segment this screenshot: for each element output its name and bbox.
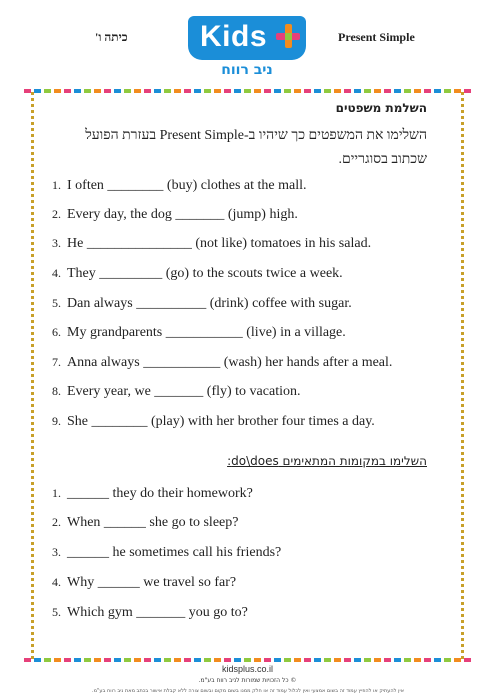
exercise-item: 1. ______ they do their homework?: [52, 486, 253, 501]
section1-title: השלמת משפטים: [335, 101, 427, 115]
bottom-dashed-border: [24, 658, 472, 662]
exercise-item: 1. I often ________ (buy) clothes at the mall.: [52, 178, 307, 193]
exercise-item: 3. ______ he sometimes call his friends?: [52, 545, 282, 560]
exercise-item: 9. She ________ (play) with her brother four times a day.: [52, 414, 375, 429]
footer-legal: אין להעתיק או להפיץ עמוד זה בשום אמצעי ואין לכלול עמוד זה או חלק ממנו בשום מקום ובשום צורה ללא קבלת אישור בכתב מאת ניב רווח בע"מ.: [92, 688, 404, 694]
exercise-item: 4. They _________ (go) to the scouts twice a week.: [52, 266, 343, 281]
exercise-item: 2. When ______ she go to sleep?: [52, 515, 239, 530]
logo-text: Kids: [200, 20, 268, 53]
exercise-item: 5. Dan always __________ (drink) coffee with sugar.: [52, 296, 352, 311]
footer-copyright: © כל הזכויות שמורות לניב רווח בע"מ.: [198, 677, 297, 684]
exercise-item: 6. My grandparents ___________ (live) in a village.: [52, 325, 346, 340]
kids-plus-logo: [188, 16, 306, 80]
exercise-item: 4. Why ______ we travel so far?: [52, 575, 237, 590]
grade-label: כיתה ו': [95, 30, 128, 44]
topic-label: Present Simple: [338, 30, 415, 44]
exercise-item: 7. Anna always ___________ (wash) her hands after a meal.: [52, 355, 393, 370]
plus-icon: [276, 24, 300, 48]
exercise-item: 2. Every day, the dog _______ (jump) high.: [52, 207, 298, 222]
exercise-item: 5. Which gym _______ you go to?: [52, 605, 248, 620]
footer-url[interactable]: kidsplus.co.il: [221, 664, 274, 674]
exercise-item: 8. Every year, we _______ (fly) to vacation.: [52, 384, 301, 399]
exercise-item: 3. He _______________ (not like) tomatoes in his salad.: [52, 236, 372, 251]
section1-instruction: השלימו את המשפטים כך שיהיו ב-Present Simple בעזרת הפועל שכתוב בסוגריים.: [85, 128, 427, 167]
logo-subtitle: ניב רווח: [221, 62, 273, 78]
section2-title: השלימו במקומות המתאימים do\does:: [227, 454, 427, 468]
